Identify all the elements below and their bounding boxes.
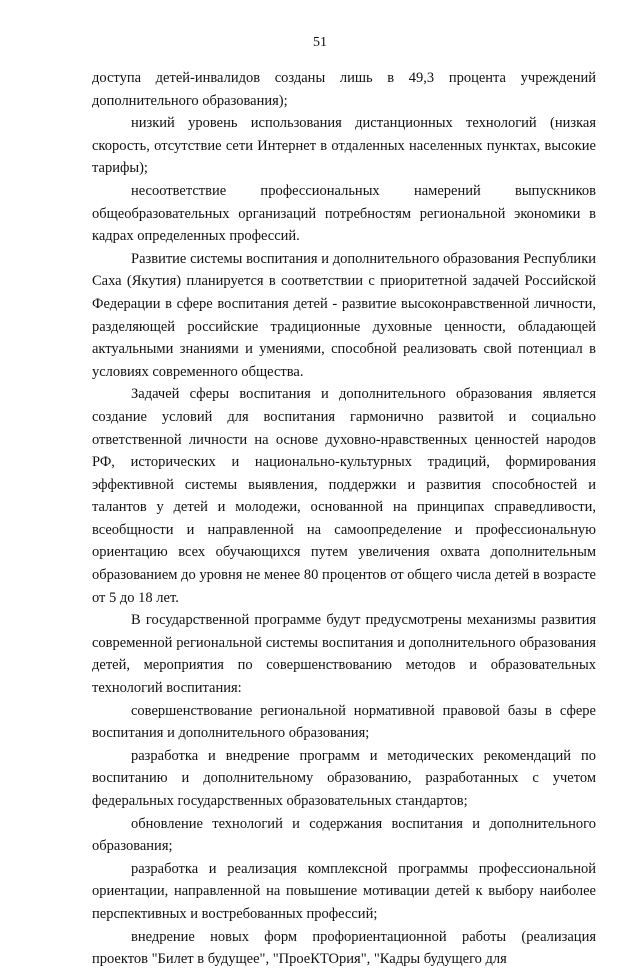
list-item: обновление технологий и содержания воспитания и дополнительного образования;	[92, 815, 596, 855]
page-number: 51	[313, 35, 327, 50]
paragraph-continuation: доступа детей-инвалидов созданы лишь в 49,3 процента учреждений дополнительного образования);	[92, 70, 596, 109]
list-item: разработка и внедрение программ и методических рекомендаций по воспитанию и дополнительному образованию, разработанных с учетом федеральных государственных образовательных стандартов;	[92, 747, 596, 809]
list-item: совершенствование региональной нормативной правовой базы в сфере воспитания и дополнительного образования;	[92, 702, 596, 742]
paragraph: В государственной программе будут предусмотрены механизмы развития современной региональной системы воспитания и дополнительного образования детей, мероприятия по совершенствованию методов и образовательных технологий воспитания:	[92, 612, 596, 697]
paragraph: низкий уровень использования дистанционных технологий (низкая скорость, отсутствие сети Интернет в отдаленных населенных пунктах, высокие тарифы);	[92, 115, 596, 177]
list-item: внедрение новых форм профориентационной работы (реализация проектов "Билет в будущее", "ПроеКТОрия", "Кадры будущего для	[92, 928, 596, 968]
paragraph: несоответствие профессиональных намерений выпускников общеобразовательных организаций потребностям региональной экономики в кадрах определенных профессий.	[92, 182, 596, 245]
paragraph: Развитие системы воспитания и дополнительного образования Республики Саха (Якутия) планируется в соответствии с приоритетной задачей Российской Федерации в сфере воспитания детей - развитие высоконравственной личности, разделяющей российские традиционные духовные ценности, обладающей актуальными знаниями и умениями, способной реализовать свой потенциал в условиях современного общества.	[92, 250, 596, 380]
paragraph: Задачей сферы воспитания и дополнительного образования является создание условий для воспитания гармонично развитой и социально ответственной личности на основе духовно-нравственных ценностей народов РФ, исторических и национально-культурных традиций, формирования эффективной системы выявления, поддержки и развития способностей и талантов у детей и молодежи, основанной на принципах справедливости, всеобщности и направленной на самоопределение и профессиональную ориентацию всех обучающихся путем увеличения охвата дополнительным образованием до уровня не менее 80 процентов от общего числа детей в возрасте от 5 до 18 лет.	[92, 386, 596, 606]
body-text	[92, 67, 596, 971]
list-item: разработка и реализация комплексной программы профессиональной ориентации, направленной на повышение мотивации детей к выбору наиболее перспективных и востребованных профессий;	[92, 860, 596, 922]
